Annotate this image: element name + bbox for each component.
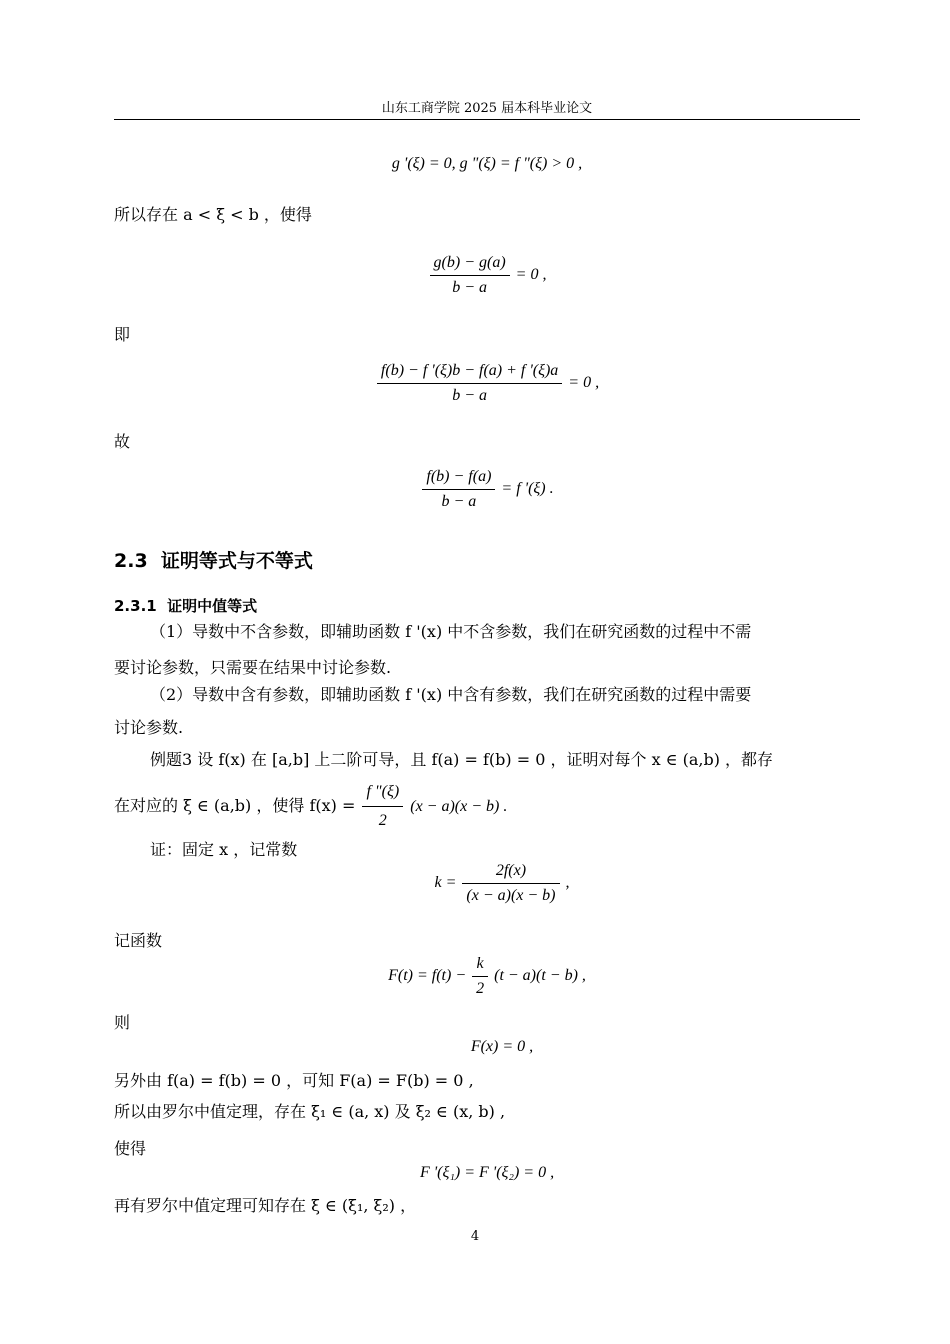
fraction: [430, 254, 510, 297]
equation-4: [114, 468, 860, 511]
text-such: 使得: [114, 1139, 147, 1158]
fraction: [462, 862, 559, 905]
proof-line: 证：固定 x ，记常数: [150, 840, 298, 859]
example-line-2: [114, 781, 507, 832]
subsection-title: 证明中值等式: [167, 597, 258, 615]
numerator: k: [472, 955, 488, 977]
subsection-heading: [114, 595, 257, 616]
equation-tail: = f '(ξ) .: [501, 480, 554, 498]
line-rolle-1: 所以由罗尔中值定理，存在 ξ₁ ∈ (a, x) 及 ξ₂ ∈ (x, b) ,: [114, 1102, 506, 1121]
denominator: 2: [378, 812, 387, 829]
example-tail: (x − a)(x − b) .: [410, 798, 508, 815]
equation-tail: ,: [565, 874, 570, 892]
numerator: f(b) − f(a): [422, 468, 495, 490]
paragraph-2-line-2: 讨论参数.: [114, 718, 184, 737]
equation-tail: = 0 ,: [568, 374, 600, 392]
page-number: 4: [470, 1229, 480, 1244]
numerator: 2f(x): [462, 862, 559, 884]
fraction: [422, 468, 495, 511]
section-title: 证明等式与不等式: [160, 550, 313, 572]
section-number: 2.3: [114, 550, 148, 572]
equation-lhs: k =: [434, 874, 457, 892]
equation-tail: = 0 ,: [515, 266, 547, 284]
paragraph-1-line-1: （1）导数中不含参数，即辅助函数 f '(x) 中不含参数，我们在研究函数的过程中不需: [150, 622, 752, 641]
equation-6: [114, 955, 860, 998]
text-func: 记函数: [114, 931, 163, 950]
equation-lhs: F(t) = f(t) −: [388, 967, 467, 985]
fraction: [472, 955, 488, 998]
denominator: b − a: [452, 279, 487, 296]
paragraph-2-line-1: （2）导数中含有参数，即辅助函数 f '(x) 中含有参数，我们在研究函数的过程中需要: [150, 685, 752, 704]
equation-7: F(x) = 0 ,: [470, 1038, 534, 1055]
fraction: [362, 781, 403, 832]
line-rolle-2: 再有罗尔中值定理可知存在 ξ ∈ (ξ₁, ξ₂) ，: [114, 1196, 417, 1215]
equation-1: g '(ξ) = 0, g "(ξ) = f "(ξ) > 0 ,: [391, 155, 583, 172]
equation-8: F '(ξ₁) = F '(ξ₂) = 0 ,: [419, 1164, 555, 1181]
paragraph-1-line-2: 要讨论参数，只需要在结果中讨论参数.: [114, 658, 392, 677]
fraction: [377, 362, 562, 405]
equation-tail: (t − a)(t − b) ,: [494, 967, 586, 985]
equation-5: [114, 862, 860, 905]
denominator: b − a: [452, 387, 487, 404]
denominator: 2: [476, 980, 485, 997]
line-also: 另外由 f(a) = f(b) = 0 ，可知 F(a) = F(b) = 0 ,: [114, 1071, 474, 1090]
text-then: 则: [114, 1013, 131, 1032]
example-line-1: 例题3 设 f(x) 在 [a,b] 上二阶可导，且 f(a) = f(b) = 0 ，证明对每个 x ∈ (a,b) ，都存: [150, 750, 774, 769]
denominator: b − a: [441, 493, 477, 510]
equation-2: [114, 254, 860, 297]
text-therefore: 所以存在 a < ξ < b ，使得: [114, 205, 312, 224]
equation-3: [114, 362, 860, 405]
text-ie: 即: [114, 325, 131, 344]
denominator: (x − a)(x − b): [466, 887, 556, 904]
section-heading: [114, 546, 313, 573]
header-rule: [114, 119, 860, 120]
numerator: g(b) − g(a): [430, 254, 510, 276]
text-hence: 故: [114, 432, 131, 451]
numerator: f "(ξ): [362, 781, 403, 807]
numerator: f(b) − f '(ξ)b − f(a) + f '(ξ)a: [377, 362, 562, 384]
example-text: 在对应的 ξ ∈ (a,b) ，使得 f(x) =: [114, 796, 356, 815]
subsection-number: 2.3.1: [114, 597, 157, 615]
running-header: 山东工商学院 2025 届本科毕业论文: [381, 101, 593, 116]
